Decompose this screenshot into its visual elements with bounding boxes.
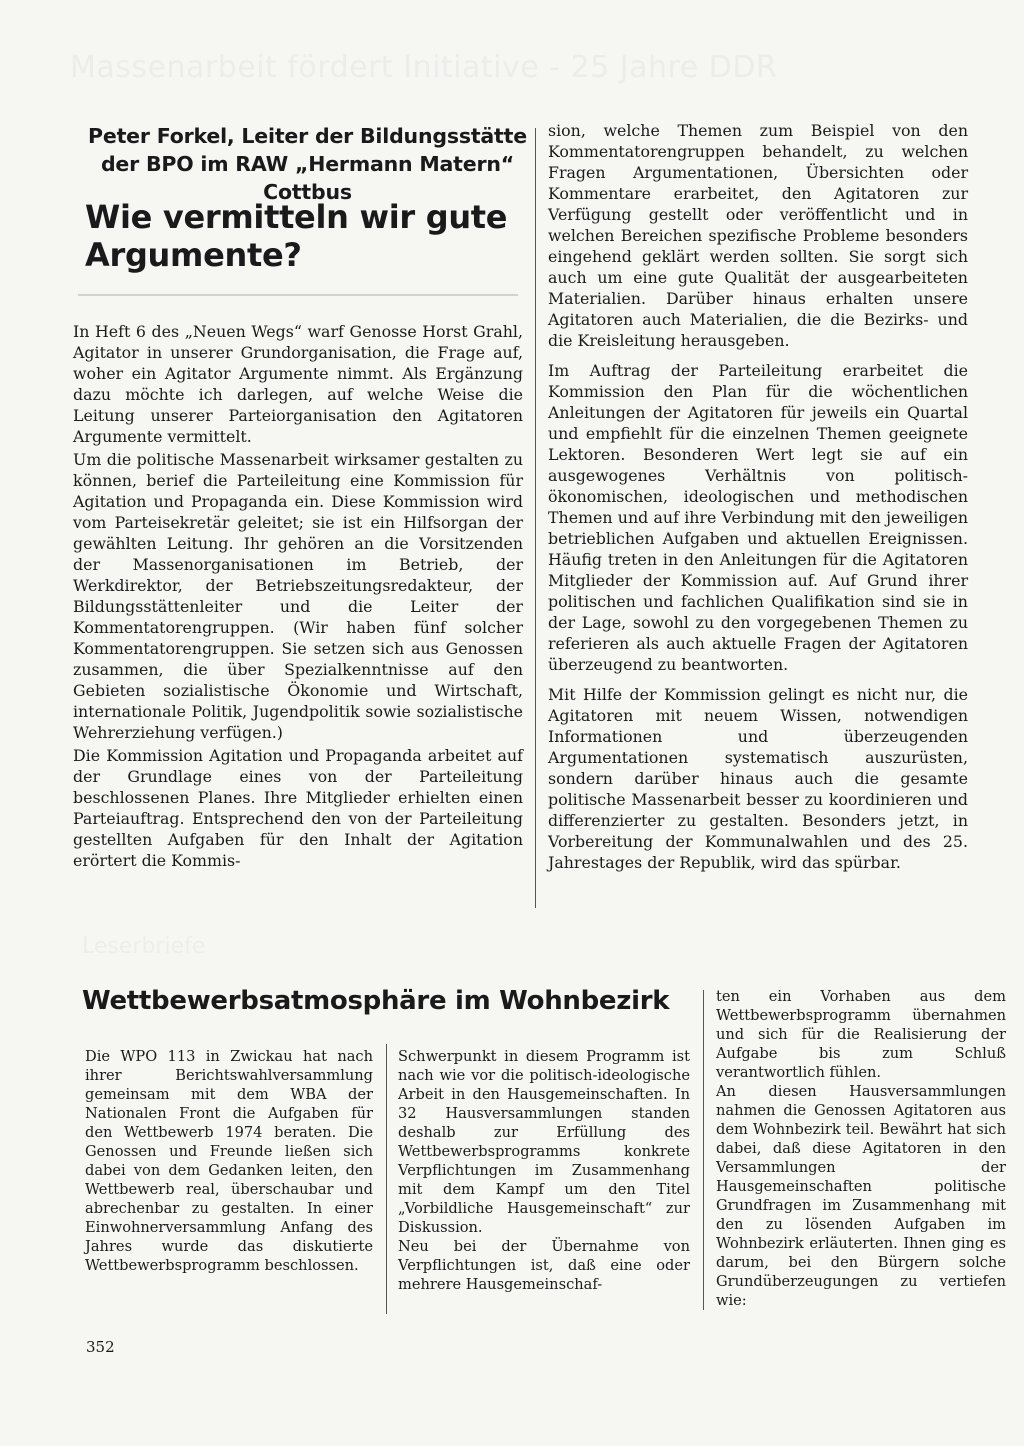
article2-column-3 xyxy=(716,987,1006,1310)
paragraph: Im Auftrag der Parteileitung erarbeitet die Kommission den Plan für die wöchentlichen Anleitungen der Agitatoren für jeweils ein Quartal und empfiehlt für die einzelnen Themen geeignete Lektoren. Besonderen Wert legt sie auf ein ausgewogenes Verhältnis von politisch-ökonomischen, ideologischen und methodischen Themen und auf ihre Verbindung mit den jeweiligen betrieblichen Aufgaben und aktuellen Ereignissen. Häufig treten in den Anleitungen für die Agitatoren Mitglieder der Kommission auf. Auf Grund ihrer politischen und fachlichen Qualifikation sind sie in der Lage, sowohl zu den vorgegebenen Themen zu referieren als auch aktuelle Fragen der Agitatoren überzeugend zu beantworten. xyxy=(548,361,968,674)
paragraph: Um die politische Massenarbeit wirksamer gestalten zu können, berief die Parteileitung eine Kommission für Agitation und Propaganda ein. Diese Kommission wird vom Parteisekretär geleitet; sie ist ein Hilfsorgan der gewählten Leitung. Ihr gehören an die Vorsitzenden der Massenorganisationen im Betrieb, der Werkdirektor, der Betriebszeitungsredakteur, der Bildungsstättenleiter und die Leiter der Kommentatorengruppen. (Wir haben fünf solcher Kommentatorengruppen. Sie setzen sich aus Genossen zusammen, die über Spezialkenntnisse auf den Gebieten sozialistische Ökonomie und Wirtschaft, internationale Politik, Jugendpolitik sowie sozialistische Wehrerziehung verfügen.) xyxy=(73,450,523,742)
page-number: 352 xyxy=(86,1338,115,1356)
column-divider xyxy=(386,1044,387,1314)
paragraph: sion, welche Themen zum Beispiel von den Kommentatorengruppen behandelt, zu welchen Fragen Argumentationen, Übersichten oder Kommentare erarbeitet, den Agitatoren zur Verfügung gestellt oder veröffentlicht und in welchen Bereichen spezifische Probleme besonders eingehend geklärt werden sollten. Sie sorgt sich auch um eine gute Qualität der ausgearbeiteten Materialien. Darüber hinaus erhalten unsere Agitatoren auch Materialien, die die Bezirks- und die Kreisleitung herausgeben. xyxy=(548,121,968,350)
paragraph: Schwerpunkt in diesem Programm ist nach wie vor die politisch-ideologische Arbeit in den Hausgemeinschaften. In 32 Hausversammlungen standen deshalb zur Erfüllung des Wettbewerbsprogramms konkrete Verpflichtungen im Zusammenhang mit dem Kampf um den Titel „Vorbildliche Hausgemeinschaft“ zur Diskussion. xyxy=(398,1048,690,1236)
faded-section-label: Leserbriefe xyxy=(82,934,206,959)
article1-column-2 xyxy=(548,120,968,882)
article1-column-1 xyxy=(73,321,523,873)
paragraph: Die WPO 113 in Zwickau hat nach ihrer Berichtswahlversammlung gemeinsam mit dem WBA der Nationalen Front die Aufgaben für den Wettbewerb 1974 beraten. Die Genossen und Freunde ließen sich dabei von dem Gedanken leiten, den Wettbewerb real, überschaubar und abrechenbar zu gestalten. In einer Einwohnerversammlung Anfang des Jahres wurde das diskutierte Wettbewerbsprogramm beschlossen. xyxy=(85,1048,373,1274)
headline-divider xyxy=(78,294,518,296)
paragraph: Mit Hilfe der Kommission gelingt es nicht nur, die Agitatoren mit neuem Wissen, notwendigen Informationen und überzeugenden Argumentationen systematisch auszurüsten, sondern darüber hinaus auch die gesamte politische Massenarbeit besser zu koordinieren und differenzierter zu gestalten. Besonders jetzt, in Vorbereitung der Kommunalwahlen und des 25. Jahrestages der Republik, wird das spürbar. xyxy=(548,685,968,872)
article-author-line: Peter Forkel, Leiter der Bildungsstätte der BPO im RAW „Hermann Matern“ Cottbus xyxy=(88,124,527,204)
column-divider xyxy=(535,128,536,908)
paragraph: ten ein Vorhaben aus dem Wettbewerbsprogramm übernahmen und sich für die Realisierung der Aufgabe bis zum Schluß verantwortlich fühlen. xyxy=(716,988,1006,1081)
paragraph: Neu bei der Übernahme von Verpflichtungen ist, daß eine oder mehrere Hausgemeinschaf- xyxy=(398,1238,690,1293)
article-headline: Wie vermitteln wir gute Argumente? xyxy=(85,198,508,274)
article2-column-1 xyxy=(85,1047,373,1275)
article2-headline: Wettbewerbsatmosphäre im Wohnbezirk xyxy=(82,986,670,1016)
paragraph: An diesen Hausversammlungen nahmen die Genossen Agitatoren aus dem Wohnbezirk teil. Bewährt hat sich dabei, daß diese Agitatoren in den Versammlungen der Hausgemeinschaften politische Grundfragen im Zusammenhang mit den zu lösenden Aufgaben im Wohnbezirk erläuterten. Ihnen ging es darum, bei den Bürgern solche Grundüberzeugungen zu vertiefen wie: xyxy=(716,1083,1006,1309)
paragraph: In Heft 6 des „Neuen Wegs“ warf Genosse Horst Grahl, Agitator in unserer Grundorganisation, die Frage auf, woher ein Agitator Argumente nimmt. Als Ergänzung dazu möchte ich darlegen, auf welche Weise die Leitung unserer Parteiorganisation den Agitatoren Argumente vermittelt. xyxy=(73,322,523,446)
article2-column-2 xyxy=(398,1047,690,1294)
faded-running-header: Massenarbeit fördert Initiative - 25 Jahre DDR xyxy=(70,50,778,85)
paragraph: Die Kommission Agitation und Propaganda arbeitet auf der Grundlage eines von der Parteileitung beschlossenen Planes. Ihre Mitglieder erhielten einen Parteiauftrag. Entsprechend den von der Parteileitung gestellten Aufgaben für den Inhalt der Agitation erörtert die Kommis- xyxy=(73,746,523,870)
column-divider xyxy=(703,990,704,1310)
